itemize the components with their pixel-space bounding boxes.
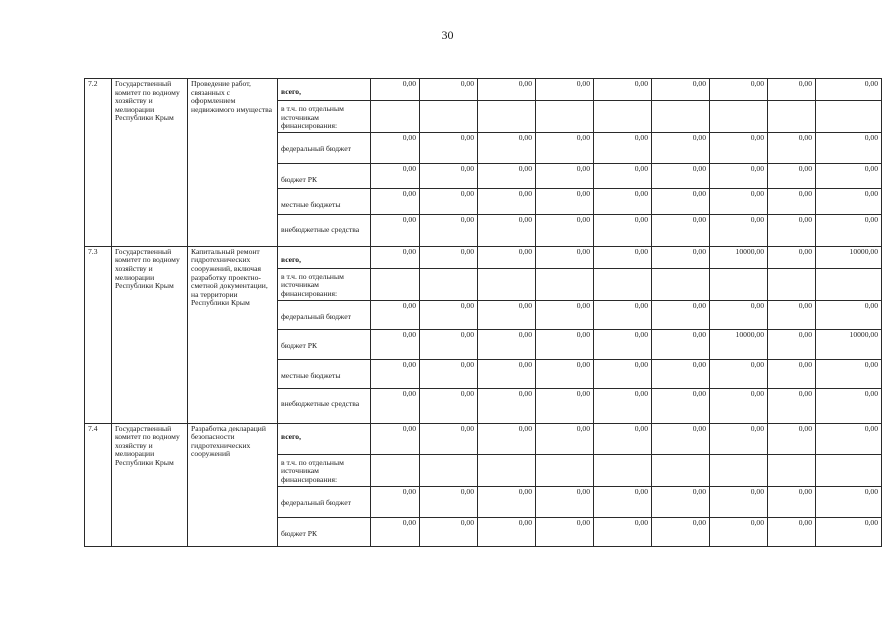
executor-cell: Государственный комитет по водному хозяйству и мелиорации Республики Крым: [112, 79, 188, 247]
amount-cell: 0,00: [816, 359, 882, 388]
amount-cell: [710, 454, 768, 486]
amount-cell: 0,00: [536, 388, 594, 423]
funding-source-cell: [278, 454, 371, 486]
amount-cell: 0,00: [371, 246, 420, 268]
table-row: [85, 79, 882, 101]
amount-cell: 0,00: [710, 423, 768, 454]
table-row: [85, 423, 882, 454]
amount-cell: [652, 101, 710, 133]
table-row: [85, 246, 882, 268]
amount-cell: 0,00: [478, 188, 536, 214]
amount-cell: 0,00: [536, 486, 594, 517]
amount-cell: 0,00: [536, 132, 594, 163]
amount-cell: 0,00: [652, 163, 710, 188]
amount-cell: 0,00: [420, 359, 478, 388]
amount-cell: 0,00: [652, 188, 710, 214]
amount-cell: 0,00: [478, 300, 536, 329]
amount-cell: [768, 454, 816, 486]
amount-cell: 0,00: [652, 486, 710, 517]
amount-cell: 0,00: [536, 359, 594, 388]
amount-cell: 0,00: [594, 163, 652, 188]
amount-cell: 0,00: [371, 132, 420, 163]
amount-cell: [594, 454, 652, 486]
amount-cell: 0,00: [478, 423, 536, 454]
executor-cell: Государственный комитет по водному хозяйству и мелиорации Республики Крым: [112, 423, 188, 546]
amount-cell: 0,00: [594, 246, 652, 268]
amount-cell: 0,00: [768, 188, 816, 214]
amount-cell: 0,00: [652, 359, 710, 388]
amount-cell: 0,00: [420, 388, 478, 423]
amount-cell: 0,00: [652, 517, 710, 546]
amount-cell: 0,00: [594, 517, 652, 546]
amount-cell: 0,00: [371, 300, 420, 329]
amount-cell: 0,00: [710, 359, 768, 388]
amount-cell: 0,00: [371, 486, 420, 517]
funding-source-cell: [278, 246, 371, 268]
amount-cell: 0,00: [371, 423, 420, 454]
funding-source-cell: [278, 214, 371, 246]
amount-cell: 0,00: [652, 300, 710, 329]
funding-source-cell: [278, 79, 371, 101]
amount-cell: 0,00: [816, 423, 882, 454]
amount-cell: 0,00: [768, 486, 816, 517]
executor-cell: Государственный комитет по водному хозяйству и мелиорации Республики Крым: [112, 246, 188, 423]
amount-cell: 10000,00: [816, 246, 882, 268]
amount-cell: 0,00: [816, 486, 882, 517]
amount-cell: 0,00: [478, 132, 536, 163]
amount-cell: 0,00: [594, 423, 652, 454]
item-number: 7.3: [85, 246, 112, 423]
amount-cell: 0,00: [710, 79, 768, 101]
amount-cell: [478, 268, 536, 300]
amount-cell: [710, 268, 768, 300]
amount-cell: 0,00: [371, 359, 420, 388]
amount-cell: 0,00: [536, 188, 594, 214]
amount-cell: 0,00: [478, 79, 536, 101]
amount-cell: 0,00: [768, 517, 816, 546]
funding-source-label: всего,: [281, 254, 301, 264]
amount-cell: 0,00: [478, 517, 536, 546]
funding-source-label: бюджет РК: [281, 528, 318, 538]
amount-cell: [816, 101, 882, 133]
amount-cell: 0,00: [536, 79, 594, 101]
amount-cell: 0,00: [594, 214, 652, 246]
amount-cell: 0,00: [420, 329, 478, 359]
amount-cell: [420, 454, 478, 486]
amount-cell: [594, 101, 652, 133]
amount-cell: 0,00: [478, 329, 536, 359]
amount-cell: 0,00: [710, 486, 768, 517]
funding-source-label: федеральный бюджет: [281, 311, 351, 321]
amount-cell: 0,00: [816, 132, 882, 163]
amount-cell: 10000,00: [816, 329, 882, 359]
amount-cell: 0,00: [594, 329, 652, 359]
amount-cell: 0,00: [768, 423, 816, 454]
amount-cell: 0,00: [768, 300, 816, 329]
funding-source-label: бюджет РК: [281, 340, 318, 350]
amount-cell: [816, 268, 882, 300]
amount-cell: [652, 268, 710, 300]
page-number: 30: [441, 28, 454, 42]
amount-cell: [478, 454, 536, 486]
funding-source-label: бюджет РК: [281, 174, 318, 184]
funding-source-cell: [278, 359, 371, 388]
amount-cell: 10000,00: [710, 329, 768, 359]
amount-cell: [371, 268, 420, 300]
amount-cell: [420, 268, 478, 300]
funding-source-cell: [278, 329, 371, 359]
amount-cell: 0,00: [652, 388, 710, 423]
amount-cell: 0,00: [652, 423, 710, 454]
measure-name-cell: Капитальный ремонт гидротехнических сооружений, включая разработку проектно-сметной документации, на территории Республики Крым: [188, 246, 278, 423]
funding-source-label: в т.ч. по отдельным источникам финансирования:: [281, 457, 344, 484]
financing-table: [84, 78, 882, 547]
amount-cell: 0,00: [420, 300, 478, 329]
table-body: [85, 79, 882, 547]
amount-cell: 0,00: [478, 163, 536, 188]
funding-source-cell: [278, 517, 371, 546]
amount-cell: 0,00: [768, 359, 816, 388]
amount-cell: [371, 454, 420, 486]
amount-cell: 0,00: [768, 163, 816, 188]
funding-source-cell: [278, 101, 371, 133]
funding-source-cell: [278, 388, 371, 423]
amount-cell: 0,00: [816, 163, 882, 188]
amount-cell: 0,00: [652, 329, 710, 359]
amount-cell: [420, 101, 478, 133]
amount-cell: 0,00: [371, 79, 420, 101]
measure-name-cell: Проведение работ, связанных с оформлением недвижимого имущества: [188, 79, 278, 247]
amount-cell: 0,00: [768, 246, 816, 268]
amount-cell: 0,00: [594, 132, 652, 163]
amount-cell: 0,00: [478, 359, 536, 388]
funding-source-label: в т.ч. по отдельным источникам финансирования:: [281, 271, 344, 298]
amount-cell: 0,00: [710, 132, 768, 163]
amount-cell: 0,00: [478, 388, 536, 423]
amount-cell: 0,00: [371, 517, 420, 546]
amount-cell: [768, 268, 816, 300]
funding-source-label: внебюджетные средства: [281, 224, 360, 234]
funding-source-label: всего,: [281, 87, 301, 96]
funding-source-cell: [278, 188, 371, 214]
amount-cell: 0,00: [816, 188, 882, 214]
amount-cell: [652, 454, 710, 486]
amount-cell: [536, 268, 594, 300]
amount-cell: [478, 101, 536, 133]
funding-source-label: внебюджетные средства: [281, 398, 360, 408]
funding-source-cell: [278, 132, 371, 163]
funding-source-label: местные бюджеты: [281, 370, 341, 380]
funding-source-cell: [278, 300, 371, 329]
amount-cell: 0,00: [536, 329, 594, 359]
amount-cell: 0,00: [768, 132, 816, 163]
amount-cell: 0,00: [710, 388, 768, 423]
amount-cell: [371, 101, 420, 133]
amount-cell: 0,00: [420, 163, 478, 188]
amount-cell: 0,00: [768, 329, 816, 359]
amount-cell: [768, 101, 816, 133]
amount-cell: 0,00: [536, 300, 594, 329]
funding-source-label: в т.ч. по отдельным источникам финансирования:: [281, 104, 344, 131]
amount-cell: 0,00: [710, 517, 768, 546]
amount-cell: 0,00: [536, 246, 594, 268]
item-number: 7.2: [85, 79, 112, 247]
funding-source-label: федеральный бюджет: [281, 143, 351, 153]
amount-cell: 0,00: [710, 214, 768, 246]
funding-source-label: всего,: [281, 431, 301, 441]
amount-cell: 0,00: [420, 214, 478, 246]
amount-cell: 10000,00: [710, 246, 768, 268]
amount-cell: 0,00: [371, 163, 420, 188]
amount-cell: 0,00: [816, 214, 882, 246]
amount-cell: 0,00: [478, 486, 536, 517]
amount-cell: 0,00: [652, 132, 710, 163]
funding-source-cell: [278, 163, 371, 188]
amount-cell: 0,00: [594, 188, 652, 214]
amount-cell: 0,00: [478, 246, 536, 268]
amount-cell: 0,00: [371, 214, 420, 246]
amount-cell: 0,00: [371, 188, 420, 214]
amount-cell: 0,00: [536, 163, 594, 188]
amount-cell: 0,00: [594, 388, 652, 423]
amount-cell: 0,00: [536, 214, 594, 246]
amount-cell: 0,00: [371, 329, 420, 359]
amount-cell: 0,00: [710, 300, 768, 329]
amount-cell: 0,00: [594, 359, 652, 388]
amount-cell: 0,00: [420, 79, 478, 101]
amount-cell: [536, 454, 594, 486]
amount-cell: 0,00: [420, 132, 478, 163]
amount-cell: 0,00: [710, 188, 768, 214]
amount-cell: 0,00: [420, 188, 478, 214]
amount-cell: 0,00: [768, 388, 816, 423]
amount-cell: 0,00: [816, 517, 882, 546]
funding-source-label: местные бюджеты: [281, 199, 341, 209]
amount-cell: 0,00: [816, 300, 882, 329]
amount-cell: 0,00: [768, 79, 816, 101]
amount-cell: 0,00: [768, 214, 816, 246]
funding-source-cell: [278, 486, 371, 517]
amount-cell: 0,00: [536, 517, 594, 546]
amount-cell: 0,00: [420, 486, 478, 517]
amount-cell: 0,00: [420, 246, 478, 268]
amount-cell: [594, 268, 652, 300]
amount-cell: 0,00: [652, 79, 710, 101]
amount-cell: [816, 454, 882, 486]
amount-cell: 0,00: [710, 163, 768, 188]
amount-cell: [536, 101, 594, 133]
funding-source-cell: [278, 268, 371, 300]
funding-source-cell: [278, 423, 371, 454]
item-number: 7.4: [85, 423, 112, 546]
funding-source-label: федеральный бюджет: [281, 497, 351, 507]
amount-cell: 0,00: [478, 214, 536, 246]
amount-cell: 0,00: [371, 388, 420, 423]
amount-cell: 0,00: [652, 246, 710, 268]
amount-cell: 0,00: [652, 214, 710, 246]
amount-cell: 0,00: [594, 486, 652, 517]
amount-cell: 0,00: [594, 300, 652, 329]
amount-cell: 0,00: [420, 517, 478, 546]
amount-cell: 0,00: [816, 388, 882, 423]
amount-cell: 0,00: [594, 79, 652, 101]
amount-cell: 0,00: [536, 423, 594, 454]
amount-cell: 0,00: [420, 423, 478, 454]
amount-cell: 0,00: [816, 79, 882, 101]
measure-name-cell: Разработка деклараций безопасности гидротехнических сооружений: [188, 423, 278, 546]
amount-cell: [710, 101, 768, 133]
